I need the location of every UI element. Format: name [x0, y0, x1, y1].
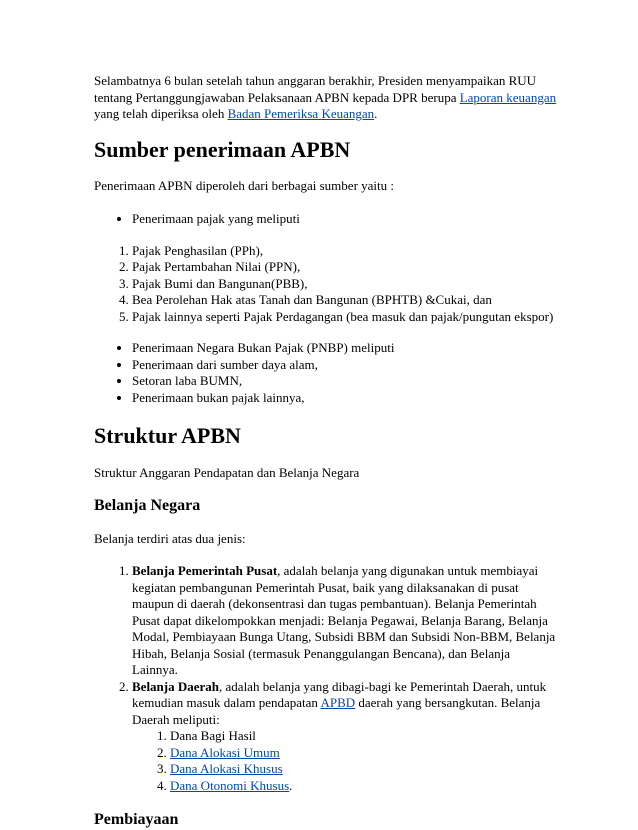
apbd-link[interactable]: APBD	[320, 695, 356, 710]
pajak-numbered-list	[94, 243, 558, 326]
belanja-pusat-term: Belanja Pemerintah Pusat	[132, 563, 278, 578]
dana-daerah-list	[132, 728, 558, 794]
dana-alokasi-khusus-link[interactable]: Dana Alokasi Khusus	[170, 761, 283, 776]
list-item	[170, 745, 558, 762]
heading-sumber-penerimaan: Sumber penerimaan APBN	[94, 136, 351, 162]
belanja-daerah-term: Belanja Daerah	[132, 678, 220, 694]
belanja-pusat-text: , adalah belanja yang digunakan untuk membiayai kegiatan pembangunan Pemerintah Pusat, baik yang dilaksanakan di pusat maupun di daerah (dekonsentrasi dan tugas pembantuan). Belanja Pemerintah Pusat dapat dikelompokkan menjadi: Belanja Pegawai, Belanja Barang, Belanja Modal, Pembiayaan Bunga Utang, Subsidi BBM dan Subsidi Non-BBM, Belanja Hibah, Belanja Sosial (termasuk Penanggulangan Bencana), dan Belanja Lainnya.	[132, 563, 556, 677]
badan-pemeriksa-keuangan-link[interactable]: Badan Pemeriksa Keuangan	[227, 106, 375, 121]
belanja-numbered-list	[94, 563, 558, 794]
heading-struktur-apbn: Struktur APBN	[94, 423, 241, 448]
intro-text-1: Selambatnya 6 bulan setelah tahun anggaran berakhir, Presiden menyampaikan RUU tentang Pertanggungjawaban Pelaksanaan APBN kepada DPR berupa	[94, 73, 537, 105]
list-item	[170, 778, 558, 795]
dana-alokasi-umum-link[interactable]: Dana Alokasi Umum	[170, 744, 280, 760]
intro-text-2: yang telah diperiksa oleh	[94, 106, 228, 121]
heading-pembiayaan: Pembiayaan	[94, 811, 179, 828]
pnbp-bullet-list	[94, 340, 558, 406]
dana-otonomi-khusus-link[interactable]: Dana Otonomi Khusus	[170, 777, 290, 793]
list-suffix: .	[289, 777, 293, 793]
list-item: 2. Pajak Pertambahan Nilai (PPN),	[132, 259, 558, 276]
belanja-daerah-text-1: , adalah belanja yang dibagi-bagi ke Pemerintah Daerah, untuk kemudian masuk dalam pendapatan	[132, 678, 547, 710]
list-item: 4. Bea Perolehan Hak atas Tanah dan Bangunan (BPHTB) &Cukai, dan	[132, 292, 558, 309]
struktur-paragraph: Struktur Anggaran Pendapatan dan Belanja Negara	[94, 465, 360, 480]
belanja-daerah-item	[132, 679, 558, 795]
list-item: • Penerimaan dari sumber daya alam,	[132, 357, 558, 374]
list-item: • Penerimaan Negara Bukan Pajak (PNBP) meliputi	[132, 340, 558, 357]
list-item: • Penerimaan pajak yang meliputi	[132, 211, 558, 228]
pajak-bullet-list	[94, 211, 558, 228]
intro-paragraph	[94, 73, 558, 123]
list-item: 1. Dana Bagi Hasil	[170, 728, 558, 745]
belanja-pusat-item	[132, 563, 558, 679]
list-item	[170, 761, 558, 778]
list-item: • Penerimaan bukan pajak lainnya,	[132, 390, 558, 407]
laporan-keuangan-link[interactable]: Laporan keuangan	[459, 89, 557, 105]
intro-text-3: .	[374, 106, 378, 121]
sumber-paragraph: Penerimaan APBN diperoleh dari berbagai sumber yaitu :	[94, 177, 395, 193]
heading-belanja-negara: Belanja Negara	[94, 496, 201, 514]
belanja-daerah-text-2: daerah yang bersangkutan. Belanja Daerah meliputi:	[132, 695, 541, 727]
list-item: 1. Pajak Penghasilan (PPh),	[132, 243, 558, 260]
list-item: • Setoran laba BUMN,	[132, 373, 558, 390]
list-item: 5. Pajak lainnya seperti Pajak Perdagangan (bea masuk dan pajak/pungutan ekspor)	[132, 309, 558, 326]
list-item: 3. Pajak Bumi dan Bangunan(PBB),	[132, 276, 558, 293]
belanja-paragraph: Belanja terdiri atas dua jenis:	[94, 530, 246, 546]
